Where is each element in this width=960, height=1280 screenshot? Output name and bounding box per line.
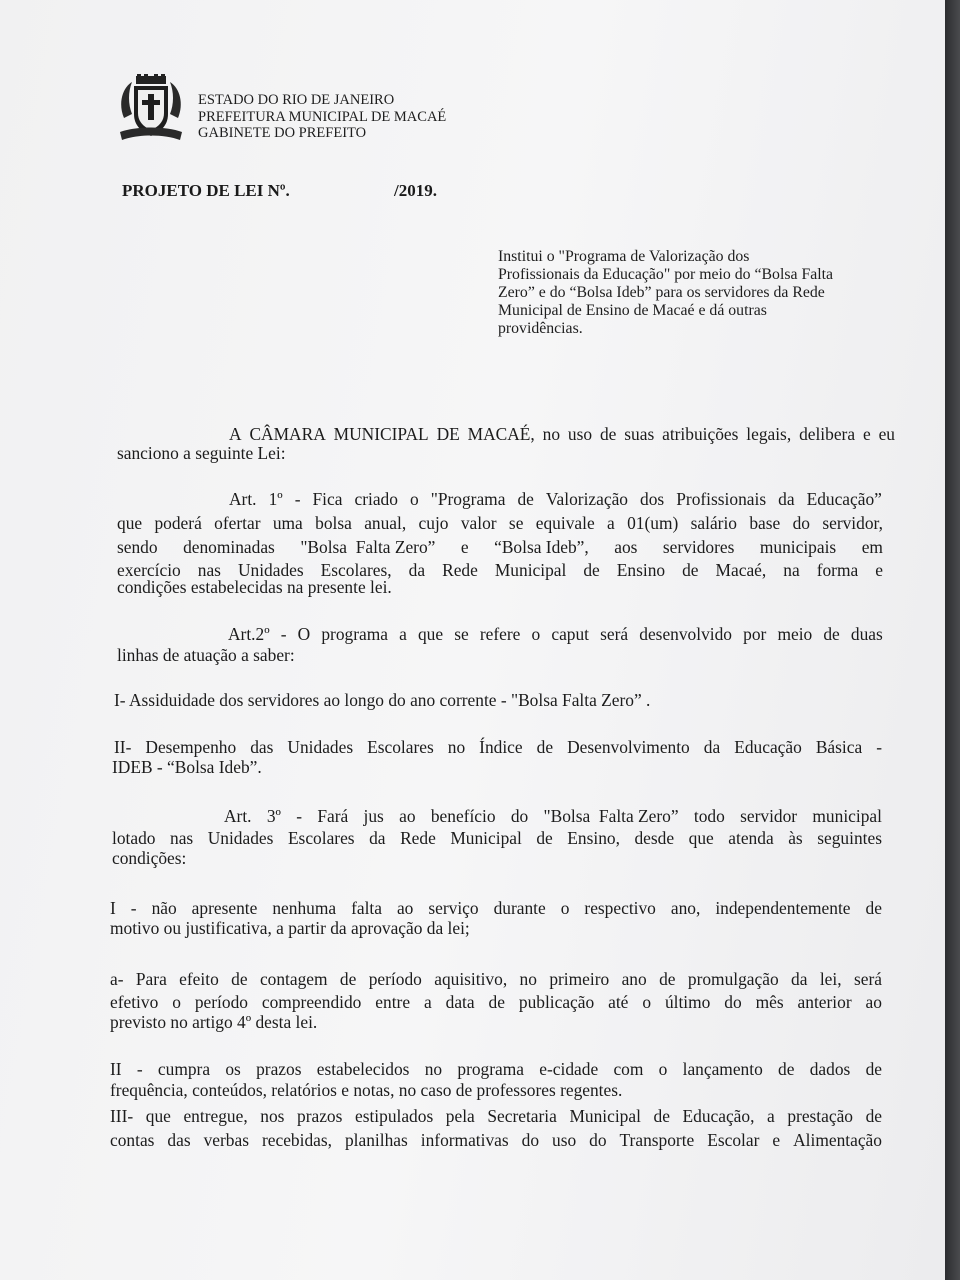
word: que bbox=[417, 624, 444, 644]
word: "Bolsa Falta Zero” bbox=[543, 806, 679, 826]
condition-ii-line bbox=[110, 1059, 882, 1079]
word: forma bbox=[816, 560, 859, 580]
word: Profissionais bbox=[676, 489, 767, 509]
word: falta bbox=[351, 898, 382, 918]
word: salário bbox=[690, 513, 737, 533]
word: servidor, bbox=[822, 513, 883, 533]
word: do bbox=[724, 992, 742, 1012]
word: ofertar bbox=[214, 513, 261, 533]
word: primeiro bbox=[549, 969, 610, 989]
word: uma bbox=[272, 513, 303, 533]
bill-summary bbox=[498, 248, 898, 338]
word: do bbox=[792, 513, 810, 533]
word: Unidades bbox=[207, 828, 274, 848]
word: o bbox=[658, 1059, 668, 1079]
word: até bbox=[608, 992, 629, 1012]
word: dos bbox=[640, 489, 665, 509]
word: lotado bbox=[112, 828, 156, 848]
word: independentemente bbox=[715, 898, 851, 918]
word: será bbox=[853, 969, 882, 989]
art1-line bbox=[117, 537, 883, 557]
condition-i-line bbox=[110, 898, 882, 918]
word: - bbox=[130, 898, 137, 918]
condition-iii-line bbox=[110, 1106, 882, 1126]
word: do bbox=[589, 1130, 607, 1150]
word: da bbox=[408, 560, 426, 580]
word: Municipal bbox=[450, 828, 522, 848]
word: Ensino, bbox=[567, 828, 620, 848]
word: no bbox=[447, 737, 466, 757]
art1-line: condições estabelecidas na presente lei. bbox=[117, 577, 392, 597]
word: às bbox=[788, 828, 803, 848]
word: verbas bbox=[203, 1130, 249, 1150]
word: aquisitivo, bbox=[434, 969, 508, 989]
preamble-line bbox=[229, 424, 895, 444]
word: da bbox=[791, 969, 808, 989]
municipal-coat-of-arms-icon bbox=[116, 74, 186, 144]
bill-title bbox=[122, 181, 437, 201]
word: "Bolsa Falta Zero” bbox=[300, 537, 436, 557]
summary-line: Zero” e do “Bolsa Ideb” para os servidores da Rede bbox=[498, 284, 825, 301]
word: valor bbox=[460, 513, 497, 533]
word: de bbox=[599, 424, 617, 444]
word: publicação bbox=[518, 992, 595, 1012]
word: não bbox=[151, 898, 177, 918]
word: e bbox=[460, 537, 469, 557]
word: em bbox=[861, 537, 883, 557]
word: período bbox=[368, 969, 422, 989]
word: a bbox=[423, 992, 432, 1012]
letterhead-prefecture: PREFEITURA MUNICIPAL DE MACAÉ bbox=[198, 108, 447, 125]
condition-ii-line: frequência, conteúdos, relatórios e notas, no caso de professores regentes. bbox=[110, 1080, 623, 1100]
word: cumpra bbox=[157, 1059, 211, 1079]
word: serviço bbox=[428, 898, 479, 918]
word: anual, bbox=[364, 513, 407, 533]
word: "Programa bbox=[430, 489, 506, 509]
word: Escolares bbox=[367, 737, 434, 757]
word: Unidades bbox=[237, 560, 304, 580]
word: de bbox=[339, 969, 357, 989]
word: aos bbox=[614, 537, 638, 557]
word: último bbox=[664, 992, 711, 1012]
word: de bbox=[778, 1059, 795, 1079]
word: contagem bbox=[259, 969, 328, 989]
word: promulgação bbox=[687, 969, 779, 989]
word: caput bbox=[551, 624, 590, 644]
art3-line: condições: bbox=[112, 848, 187, 868]
word: de bbox=[823, 624, 840, 644]
word: se bbox=[454, 624, 469, 644]
word: atenda bbox=[728, 828, 774, 848]
condition-i-line: motivo ou justificativa, a partir da aprovação da lei; bbox=[110, 918, 470, 938]
word: recebidas, bbox=[261, 1130, 332, 1150]
word: respectivo bbox=[584, 898, 656, 918]
word: nenhuma bbox=[272, 898, 337, 918]
word: Art. bbox=[224, 806, 252, 826]
word: com bbox=[613, 1059, 644, 1079]
word: Educação” bbox=[806, 489, 882, 509]
word: entre bbox=[375, 992, 411, 1012]
word: compreendido bbox=[261, 992, 362, 1012]
word: dados bbox=[809, 1059, 851, 1079]
word: Rede bbox=[442, 560, 478, 580]
word: Desenvolvimento bbox=[567, 737, 690, 757]
word: uso bbox=[567, 424, 593, 444]
word: contas bbox=[110, 1130, 155, 1150]
word: seguintes bbox=[817, 828, 882, 848]
item-ii-line bbox=[114, 737, 882, 757]
word: planilhas bbox=[344, 1130, 408, 1150]
word: 3º bbox=[266, 806, 281, 826]
art3-line bbox=[224, 806, 882, 826]
word: pela bbox=[445, 1106, 475, 1126]
word: DE bbox=[436, 424, 460, 444]
word: de bbox=[488, 992, 505, 1012]
word: o bbox=[531, 624, 541, 644]
word: no bbox=[519, 969, 537, 989]
word: nos bbox=[260, 1106, 285, 1126]
word: prestação bbox=[787, 1106, 853, 1126]
letterhead-cabinet: GABINETE DO PREFEITO bbox=[198, 125, 367, 141]
word: durante bbox=[493, 898, 546, 918]
word: atribuições bbox=[662, 424, 739, 444]
word: da bbox=[369, 828, 386, 848]
word: Índice bbox=[479, 737, 523, 757]
word: o bbox=[560, 898, 570, 918]
word: Educação bbox=[734, 737, 802, 757]
word: poderá bbox=[154, 513, 202, 533]
word: e bbox=[772, 1130, 781, 1150]
word: MUNICIPAL bbox=[333, 424, 429, 444]
word: e-cidade bbox=[539, 1059, 599, 1079]
word: exercício bbox=[117, 560, 181, 580]
word: municipais bbox=[759, 537, 837, 557]
word: que bbox=[688, 828, 714, 848]
word: de bbox=[536, 737, 554, 757]
word: suas bbox=[624, 424, 655, 444]
word: a bbox=[767, 1106, 775, 1126]
word: que bbox=[117, 513, 143, 533]
summary-line: Municipal de Ensino de Macaé e dá outras bbox=[498, 302, 767, 319]
word: Rede bbox=[400, 828, 436, 848]
letterhead-state: ESTADO DO RIO DE JANEIRO bbox=[198, 92, 395, 108]
word: Transporte bbox=[619, 1130, 695, 1150]
word: todo bbox=[693, 806, 725, 826]
word: Macaé, bbox=[715, 560, 767, 580]
word: sendo bbox=[117, 537, 158, 557]
word: do bbox=[510, 806, 529, 826]
art1-line bbox=[117, 513, 883, 533]
word: cujo bbox=[418, 513, 449, 533]
word: - bbox=[280, 624, 287, 644]
word: jus bbox=[363, 806, 384, 826]
background-edge bbox=[945, 0, 960, 1280]
word: O bbox=[297, 624, 311, 644]
word: - bbox=[136, 1059, 143, 1079]
word: ano, bbox=[670, 898, 701, 918]
preamble-line: sanciono a seguinte Lei: bbox=[117, 443, 286, 463]
word: programa bbox=[457, 1059, 525, 1079]
word: refere bbox=[479, 624, 521, 644]
word: e bbox=[875, 560, 883, 580]
condition-a-line bbox=[110, 992, 882, 1012]
art2-line: linhas de atuação a saber: bbox=[117, 645, 295, 665]
art2-line bbox=[228, 624, 883, 644]
word: programa bbox=[321, 624, 388, 644]
word: apresente bbox=[191, 898, 258, 918]
word: ao bbox=[396, 898, 414, 918]
word: MACAÉ, bbox=[467, 424, 535, 444]
word: Municipal bbox=[569, 1106, 641, 1126]
word: equivale bbox=[535, 513, 595, 533]
word: Art. bbox=[229, 489, 257, 509]
word: Ensino bbox=[616, 560, 666, 580]
item-ii-line: IDEB - “Bolsa Ideb”. bbox=[112, 757, 262, 777]
word: - bbox=[296, 806, 303, 826]
word: criado bbox=[354, 489, 398, 509]
word: Municipal bbox=[494, 560, 567, 580]
word: CÂMARA bbox=[249, 424, 326, 444]
word: de bbox=[865, 898, 882, 918]
word: entregue, bbox=[183, 1106, 248, 1126]
word: Valorização bbox=[545, 489, 628, 509]
word: nas bbox=[170, 828, 194, 848]
word: benefício bbox=[430, 806, 496, 826]
word: I bbox=[110, 898, 116, 918]
word: a bbox=[399, 624, 407, 644]
summary-line: Institui o "Programa de Valorização dos bbox=[498, 248, 750, 265]
word: estipulados bbox=[354, 1106, 434, 1126]
word: eu bbox=[878, 424, 895, 444]
word: Básica bbox=[815, 737, 863, 757]
word: municipal bbox=[812, 806, 882, 826]
word: III- bbox=[110, 1106, 134, 1126]
word: “Bolsa Ideb”, bbox=[494, 537, 589, 557]
word: de bbox=[583, 560, 600, 580]
word: de bbox=[231, 969, 248, 989]
word: Secretaria bbox=[487, 1106, 557, 1126]
word: ao bbox=[399, 806, 416, 826]
word: da bbox=[703, 737, 721, 757]
word: das bbox=[167, 1130, 191, 1150]
word: no bbox=[424, 1059, 443, 1079]
word: de bbox=[536, 828, 553, 848]
word: mês bbox=[755, 992, 784, 1012]
word: ano bbox=[621, 969, 647, 989]
word: Alimentação bbox=[793, 1130, 882, 1150]
word: data bbox=[445, 992, 475, 1012]
item-i-line: I- Assiduidade dos servidores ao longo do ano corrente - "Bolsa Falta Zero” . bbox=[114, 690, 651, 710]
word: na bbox=[783, 560, 800, 580]
word: uso bbox=[552, 1130, 577, 1150]
word: denominadas bbox=[183, 537, 275, 557]
word: de bbox=[659, 969, 676, 989]
word: e bbox=[862, 424, 871, 444]
word: desde bbox=[634, 828, 675, 848]
word: delibera bbox=[799, 424, 856, 444]
word: das bbox=[250, 737, 274, 757]
word: do bbox=[521, 1130, 540, 1150]
word: - bbox=[876, 737, 882, 757]
word: ao bbox=[865, 992, 882, 1012]
word: da bbox=[778, 489, 795, 509]
word: 1º bbox=[268, 489, 283, 509]
word: de bbox=[653, 1106, 670, 1126]
word: de bbox=[865, 1106, 882, 1126]
word: Escolares bbox=[287, 828, 355, 848]
word: informativas bbox=[420, 1130, 509, 1150]
word: de bbox=[517, 489, 534, 509]
word: servidores bbox=[662, 537, 735, 557]
word: Para bbox=[135, 969, 167, 989]
word: lançamento bbox=[682, 1059, 763, 1079]
word: o bbox=[642, 992, 652, 1012]
word: efeito bbox=[179, 969, 219, 989]
condition-iii-line bbox=[110, 1130, 882, 1150]
word: estabelecidos bbox=[316, 1059, 410, 1079]
word: II- bbox=[114, 737, 132, 757]
art1-line bbox=[229, 489, 882, 509]
word: de bbox=[865, 1059, 882, 1079]
condition-a-line: previsto no artigo 4º desta lei. bbox=[110, 1012, 318, 1032]
word: Unidades bbox=[287, 737, 354, 757]
word: Fica bbox=[312, 489, 343, 509]
word: período bbox=[194, 992, 248, 1012]
word: desenvolvido bbox=[639, 624, 733, 644]
word: Escolar bbox=[707, 1130, 760, 1150]
word: anterior bbox=[797, 992, 852, 1012]
word: 01(um) bbox=[627, 513, 679, 533]
word: que bbox=[145, 1106, 171, 1126]
summary-line: Profissionais da Educação" por meio do “Bolsa Falta bbox=[498, 266, 834, 283]
word: legais, bbox=[746, 424, 792, 444]
word: o bbox=[409, 489, 419, 509]
word: base bbox=[749, 513, 781, 533]
word: lei, bbox=[819, 969, 842, 989]
word: Escolares, bbox=[320, 560, 392, 580]
word: Educação, bbox=[682, 1106, 755, 1126]
word: se bbox=[508, 513, 524, 533]
word: duas bbox=[850, 624, 883, 644]
word: a bbox=[607, 513, 615, 533]
art3-line bbox=[112, 828, 882, 848]
word: os bbox=[225, 1059, 241, 1079]
word: será bbox=[600, 624, 629, 644]
word: servidor bbox=[740, 806, 798, 826]
word: II bbox=[110, 1059, 122, 1079]
word: nas bbox=[197, 560, 221, 580]
word: de bbox=[682, 560, 699, 580]
word: - bbox=[294, 489, 301, 509]
word: prazos bbox=[256, 1059, 302, 1079]
condition-a-line bbox=[110, 969, 882, 989]
word: Desempenho bbox=[145, 737, 237, 757]
word: Fará bbox=[317, 806, 349, 826]
word: A bbox=[229, 424, 242, 444]
word: por bbox=[743, 624, 767, 644]
word: o bbox=[172, 992, 181, 1012]
bill-title-label: PROJETO DE LEI Nº. bbox=[122, 181, 290, 200]
summary-line: providências. bbox=[498, 320, 583, 337]
word: efetivo bbox=[110, 992, 159, 1012]
letterhead bbox=[198, 92, 446, 142]
word: Art.2º bbox=[228, 624, 270, 644]
bill-title-year: /2019. bbox=[394, 181, 437, 200]
word: no bbox=[542, 424, 561, 444]
word: meio bbox=[777, 624, 813, 644]
word: bolsa bbox=[315, 513, 352, 533]
word: a- bbox=[110, 969, 124, 989]
word: prazos bbox=[297, 1106, 343, 1126]
